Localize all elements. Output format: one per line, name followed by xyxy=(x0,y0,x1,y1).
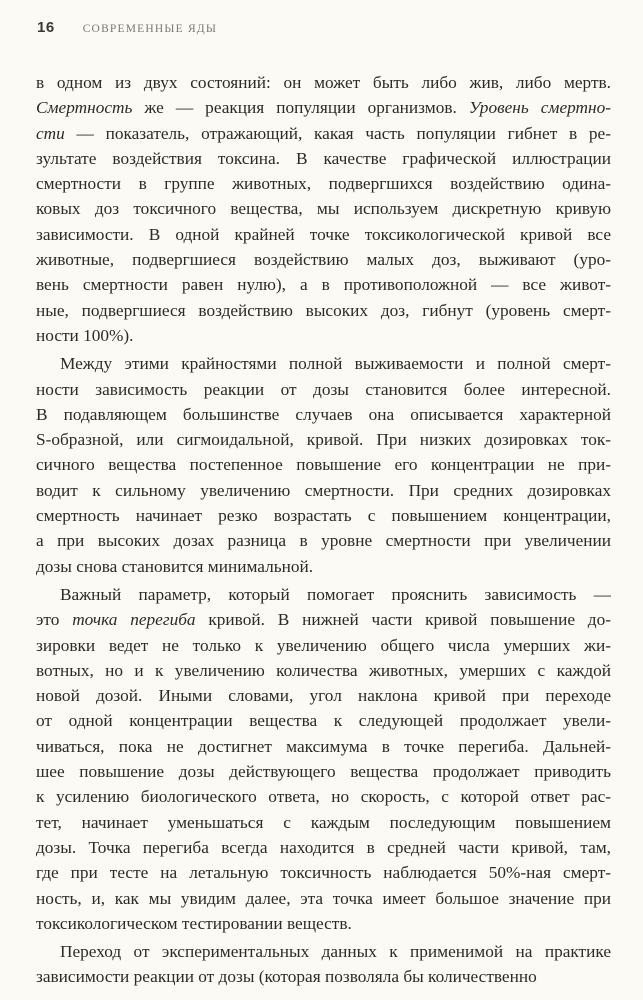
running-section-title: СОВРЕМЕННЫЕ ЯДЫ xyxy=(82,23,218,35)
text-line xyxy=(36,633,611,658)
italic-term: Смертность xyxy=(36,98,133,118)
text-line xyxy=(36,402,611,427)
text-run: ности 100%). xyxy=(36,325,134,345)
text-line xyxy=(36,886,611,911)
text-run: к усилению биологического ответа, но скорость, с которой ответ рас- xyxy=(36,787,611,807)
text-run: В подавляющем большинстве случаев она описывается характерной xyxy=(36,404,611,424)
text-run: чиваться, пока не достигнет максимума в точке перегиба. Дальней- xyxy=(36,736,611,756)
text-line xyxy=(36,427,611,452)
text-line xyxy=(36,784,611,809)
text-run: зависимости реакции от дозы (которая позволяла бы количественно xyxy=(36,967,537,987)
running-header xyxy=(37,19,217,39)
text-line xyxy=(36,582,611,607)
text-line xyxy=(36,964,611,989)
text-line xyxy=(36,503,611,528)
text-run: зультате воздействия токсина. В качестве графической иллюстрации xyxy=(36,148,611,168)
text-line xyxy=(36,222,611,247)
text-run: животные, подвергшиеся воздействию малых доз, выживают (уро- xyxy=(36,250,611,270)
text-run: новой дозой. Иными словами, угол наклона кривой при переходе xyxy=(36,686,611,706)
text-line xyxy=(36,171,611,196)
text-run: шее повышение дозы действующего вещества продолжает приводить xyxy=(36,762,611,782)
text-line xyxy=(36,478,611,503)
page-number: 16 xyxy=(37,19,55,36)
text-line xyxy=(36,377,611,402)
text-run: а при высоких дозах разница в уровне смертности при увеличении xyxy=(36,531,611,551)
text-line xyxy=(36,939,611,964)
text-run: где при тесте на летальную токсичность наблюдается 50%-ная смерт- xyxy=(36,863,611,883)
text-run: Между этими крайностями полной выживаемости и полной смерт- xyxy=(60,354,611,374)
italic-term: Уровень смертно- xyxy=(468,98,611,118)
paragraph xyxy=(36,582,611,936)
text-line xyxy=(36,323,611,348)
text-line xyxy=(36,196,611,221)
text-run: токсикологическом тестировании веществ. xyxy=(36,913,352,933)
body-text xyxy=(36,70,611,990)
text-run: сичного вещества постепенное повышение его концентрации не при- xyxy=(36,455,611,475)
text-run: ность, и, как мы увидим далее, эта точка имеет большое значение при xyxy=(36,888,611,908)
text-line xyxy=(36,835,611,860)
italic-term: сти xyxy=(36,123,65,143)
text-line xyxy=(36,452,611,477)
text-line xyxy=(36,528,611,553)
text-run: же — реакция популяции организмов. xyxy=(132,98,469,118)
text-line xyxy=(36,247,611,272)
text-line xyxy=(36,146,611,171)
text-line xyxy=(36,121,611,146)
text-line xyxy=(36,683,611,708)
text-run: ные, подвергшиеся воздействию высоких доз, гибнут (уровень смерт- xyxy=(36,300,611,320)
text-run: тет, начинает уменьшаться с каждым последующим повышением xyxy=(36,812,611,832)
text-run: S-образной, или сигмоидальной, кривой. При низких дозировках ток- xyxy=(36,430,611,450)
text-line xyxy=(36,708,611,733)
text-run: в одном из двух состояний: он может быть либо жив, либо мертв. xyxy=(36,73,611,92)
text-line xyxy=(36,810,611,835)
text-run: — показатель, отражающий, какая часть популяции гибнет в ре- xyxy=(64,123,611,143)
text-line xyxy=(36,95,611,120)
text-run: это xyxy=(36,610,73,630)
text-run: ковых доз токсичного вещества, мы используем дискретную кривую xyxy=(36,199,611,219)
text-line xyxy=(36,658,611,683)
text-line xyxy=(36,351,611,376)
text-run: ности зависимость реакции от дозы становится более интересной. xyxy=(36,379,611,399)
text-run: зировки ведет не только к увеличению общего числа умерших жи- xyxy=(36,635,611,655)
text-run: Важный параметр, который помогает прояснить зависимость — xyxy=(60,584,611,604)
text-line xyxy=(36,298,611,323)
text-run: зависимости. В одной крайней точке токсикологической кривой все xyxy=(36,224,611,244)
text-line xyxy=(36,860,611,885)
text-run: смертности в группе животных, подвергшихся воздействию одина- xyxy=(36,174,611,194)
text-run: смертность начинает резко возрастать с повышением концентрации, xyxy=(36,506,611,526)
text-line xyxy=(36,272,611,297)
paragraph xyxy=(36,70,611,348)
text-line xyxy=(36,759,611,784)
text-line xyxy=(36,734,611,759)
text-line xyxy=(36,70,611,95)
paragraph xyxy=(36,939,611,990)
text-line xyxy=(36,607,611,632)
text-run: дозы снова становится минимальной. xyxy=(36,556,314,576)
text-run: дозы. Точка перегиба всегда находится в средней части кривой, там, xyxy=(36,837,611,857)
text-run: от одной концентрации вещества к следующей продолжает увели- xyxy=(36,711,611,731)
text-run: вень смертности равен нулю), а в противоположной — все живот- xyxy=(36,275,611,295)
paragraph xyxy=(36,351,611,579)
text-line xyxy=(36,911,611,936)
text-run: вотных, но и к увеличению количества животных, умерших с каждой xyxy=(36,660,611,680)
text-run: Переход от экспериментальных данных к применимой на практике xyxy=(60,942,611,962)
text-line xyxy=(36,554,611,579)
italic-term: точка перегиба xyxy=(72,610,196,630)
text-run: кривой. В нижней части кривой повышение до- xyxy=(195,610,611,630)
text-run: водит к сильному увеличению смертности. При средних дозировках xyxy=(36,480,611,500)
